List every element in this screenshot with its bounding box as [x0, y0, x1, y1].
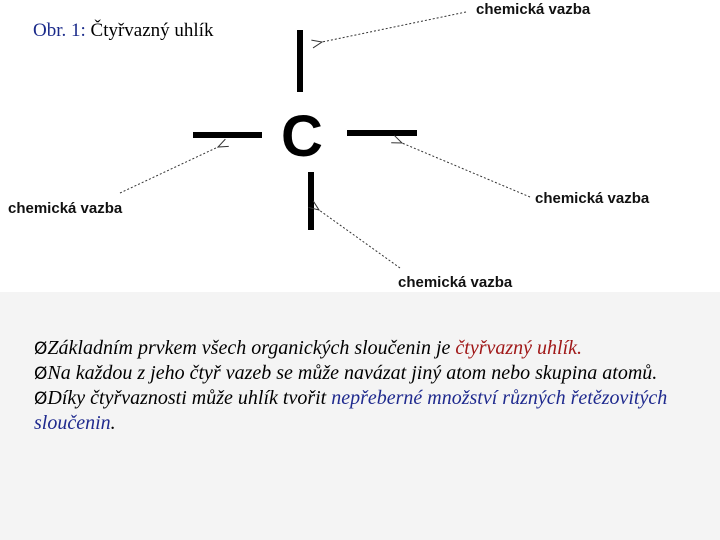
- bullet-item: [34, 361, 710, 386]
- bullet-arrow-icon: Ø: [34, 364, 48, 384]
- bond-label-bottom: chemická vazba: [398, 274, 513, 291]
- bond-label-top: chemická vazba: [476, 1, 591, 18]
- bullet-text: Díky čtyřvaznosti může uhlík tvořit: [47, 387, 332, 409]
- bullet-arrow-icon: Ø: [34, 339, 48, 359]
- text-panel: [0, 292, 720, 540]
- figure-number: Obr. 1:: [33, 20, 86, 41]
- arrow-left: [120, 147, 218, 193]
- arrow-right: [402, 143, 530, 197]
- bullet-suffix: .: [110, 412, 116, 434]
- bullet-item: [34, 386, 710, 435]
- bond-label-right: chemická vazba: [535, 190, 650, 207]
- bullet-arrow-icon: Ø: [34, 389, 48, 409]
- bullet-text: Základním prvkem všech organických sloučenin je: [47, 337, 456, 359]
- bullet-highlight: čtyřvazný uhlík.: [455, 337, 583, 359]
- bullet-list: [34, 336, 710, 435]
- bullet-text: Na každou z jeho čtyř vazeb se může navázat jiný atom nebo skupina atomů.: [47, 362, 658, 384]
- bullet-highlight: nepřeberné množství různých řetězovitých sloučenin: [34, 387, 668, 434]
- carbon-atom: C: [281, 104, 323, 169]
- bullet-item: [34, 336, 710, 361]
- bond-label-left: chemická vazba: [8, 200, 123, 217]
- arrow-bottom: [319, 210, 400, 268]
- figure-title: Čtyřvazný uhlík: [90, 20, 214, 41]
- arrow-top: [322, 12, 466, 42]
